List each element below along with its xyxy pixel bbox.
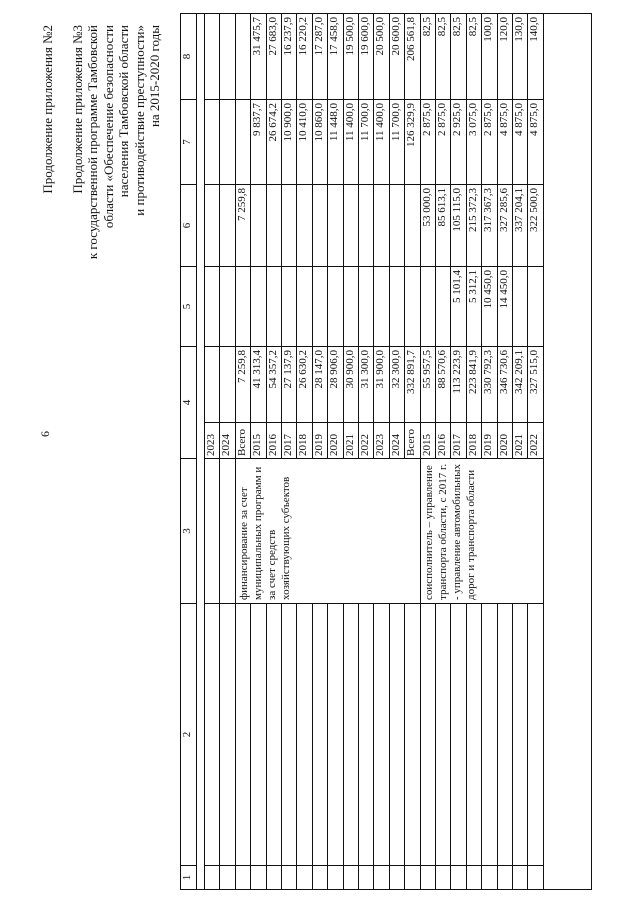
- value-cell: [359, 184, 373, 266]
- header-line: к государственной программе Тамбовской: [85, 25, 101, 260]
- table-cell: [205, 603, 219, 865]
- year-cell: 2015: [421, 422, 435, 458]
- value-cell: 11 700,0: [359, 99, 373, 184]
- column-header: 8: [181, 53, 193, 60]
- value-cell: [205, 14, 219, 99]
- value-cell: 28 147,0: [313, 346, 327, 422]
- value-cell: 20 600,0: [389, 17, 402, 56]
- table-row: [405, 14, 420, 889]
- year-cell: 2016: [436, 422, 450, 458]
- value-cell: 7 259,8: [236, 346, 250, 422]
- year-cell: Всего: [236, 422, 250, 458]
- value-cell: [236, 266, 250, 346]
- value-cell: 140,0: [528, 17, 541, 42]
- value-cell: [220, 14, 234, 99]
- table-cell: [220, 458, 234, 603]
- value-cell: [282, 266, 296, 346]
- value-cell: 327 285,6: [498, 184, 512, 266]
- table-cell: [220, 603, 234, 865]
- table-cell: [528, 865, 542, 889]
- value-cell: 19 600,0: [359, 17, 371, 56]
- value-cell: [374, 184, 388, 266]
- value-cell: 31 475,7: [251, 17, 264, 56]
- value-cell: [205, 99, 219, 184]
- value-cell: 28 906,0: [328, 346, 342, 422]
- value-cell: 9 837,7: [251, 99, 265, 184]
- table-cell: [236, 603, 250, 865]
- header-line: и противодействие преступности»: [131, 25, 147, 216]
- value-cell: 5 312,1: [467, 266, 481, 346]
- value-cell: 317 367,3: [482, 184, 496, 266]
- value-cell: 55 957,5: [421, 346, 435, 422]
- value-cell: 16 220,2: [297, 17, 310, 56]
- table-cell: [328, 603, 342, 865]
- value-cell: 130,0: [513, 17, 525, 42]
- table-row: [313, 14, 328, 889]
- table-cell: [344, 603, 358, 865]
- column-header: 4: [181, 346, 196, 458]
- value-cell: 53 000,0: [421, 184, 435, 266]
- table-cell: [251, 865, 265, 889]
- table-row: [220, 14, 235, 889]
- table-row: [328, 14, 343, 889]
- value-cell: 105 115,0: [451, 184, 465, 266]
- table-cell: [251, 603, 265, 865]
- value-cell: [297, 184, 311, 266]
- table-cell: [313, 603, 327, 865]
- table-row: [344, 14, 359, 889]
- year-cell: 2024: [220, 422, 234, 458]
- value-cell: [205, 266, 219, 346]
- value-cell: [390, 266, 404, 346]
- value-cell: 85 613,1: [436, 184, 450, 266]
- table-row: [236, 14, 251, 889]
- column-header: 7: [181, 99, 196, 184]
- value-cell: 19 500,0: [343, 17, 356, 56]
- table-header-row: [181, 14, 197, 889]
- value-cell: 14 450,0: [498, 266, 512, 346]
- value-cell: 10 450,0: [482, 266, 496, 346]
- table-cell: [390, 865, 404, 889]
- year-cell: 2022: [359, 422, 373, 458]
- year-cell: 2020: [328, 422, 342, 458]
- value-cell: 82,5: [451, 17, 464, 37]
- value-cell: 10 410,0: [297, 99, 311, 184]
- budget-table: [180, 13, 592, 890]
- value-cell: [236, 99, 250, 184]
- value-cell: [251, 184, 265, 266]
- value-cell: [282, 184, 296, 266]
- value-cell: 2 875,0: [436, 99, 450, 184]
- value-cell: 2 875,0: [482, 99, 496, 184]
- value-cell: [328, 184, 342, 266]
- value-cell: 27 683,0: [266, 17, 279, 56]
- value-cell: 11 400,0: [374, 99, 388, 184]
- value-cell: 2 875,0: [421, 99, 435, 184]
- year-cell: 2024: [390, 422, 404, 458]
- value-cell: 3 075,0: [467, 99, 481, 184]
- appendix-header-block: [70, 25, 162, 425]
- table-row: [267, 14, 282, 889]
- table-row: [421, 14, 436, 889]
- value-cell: 10 900,0: [282, 99, 296, 184]
- year-cell: 2021: [513, 422, 527, 458]
- table-cell: [390, 603, 404, 865]
- year-cell: 2020: [498, 422, 512, 458]
- value-cell: 82,5: [466, 17, 479, 37]
- value-cell: [328, 266, 342, 346]
- table-row: [359, 14, 374, 889]
- block-divider: [543, 458, 544, 603]
- table-row: [297, 14, 312, 889]
- value-cell: 7 259,8: [236, 184, 250, 266]
- table-cell: [282, 865, 296, 889]
- value-cell: 54 357,2: [267, 346, 281, 422]
- value-cell: [220, 266, 234, 346]
- value-cell: 11 448,0: [328, 99, 342, 184]
- value-cell: 126 329,9: [405, 99, 419, 184]
- table-row: [482, 14, 497, 889]
- table-row: [528, 14, 543, 889]
- table-cell: [344, 865, 358, 889]
- value-cell: 41 313,4: [251, 346, 265, 422]
- funding-source-description: финансирование за счет муниципальных программ и за счет средств хозяйствующих субъектов: [236, 459, 420, 603]
- header-line: области «Обеспечение безопасности: [100, 25, 116, 229]
- value-cell: 27 137,9: [282, 346, 296, 422]
- value-cell: [220, 346, 234, 422]
- value-cell: 16 237,9: [282, 17, 294, 56]
- table-cell: [513, 603, 527, 865]
- table-cell: [359, 603, 373, 865]
- table-cell: [267, 865, 281, 889]
- value-cell: 113 223,9: [451, 346, 465, 422]
- value-cell: [297, 266, 311, 346]
- value-cell: [390, 184, 404, 266]
- table-cell: [421, 865, 435, 889]
- funding-source-description: соисполнитель – управление транспорта области, с 2017 г. - управление автомобильных дорог и транспорта области: [421, 459, 543, 603]
- table-cell: [498, 865, 512, 889]
- value-cell: [374, 266, 388, 346]
- value-cell: [344, 184, 358, 266]
- value-cell: 342 209,1: [513, 346, 527, 422]
- value-cell: [513, 266, 527, 346]
- appendix-continuation-title: Продолжение приложения №2: [40, 25, 55, 194]
- table-row: [374, 14, 389, 889]
- table-cell: [220, 865, 234, 889]
- header-line: населения Тамбовской области: [116, 25, 132, 198]
- column-header: 1: [181, 865, 196, 889]
- year-cell: 2019: [313, 422, 327, 458]
- value-cell: [267, 184, 281, 266]
- table-row: [251, 14, 266, 889]
- value-cell: [421, 266, 435, 346]
- column-header: 2: [181, 603, 196, 865]
- year-cell: 2018: [297, 422, 311, 458]
- value-cell: [436, 266, 450, 346]
- value-cell: [405, 184, 419, 266]
- value-cell: 11 700,0: [390, 99, 404, 184]
- value-cell: 32 300,0: [390, 346, 404, 422]
- value-cell: 206 561,8: [405, 17, 418, 61]
- value-cell: 4 875,0: [528, 99, 542, 184]
- year-cell: 2016: [267, 422, 281, 458]
- table-row: [205, 14, 220, 889]
- value-cell: 322 500,0: [528, 184, 542, 266]
- value-cell: 11 400,0: [344, 99, 358, 184]
- table-cell: [482, 603, 496, 865]
- table-cell: [421, 603, 435, 865]
- table-cell: [513, 865, 527, 889]
- value-cell: 2 925,0: [451, 99, 465, 184]
- table-cell: [436, 603, 450, 865]
- value-cell: [405, 266, 419, 346]
- table-cell: [313, 865, 327, 889]
- value-cell: 17 458,0: [328, 17, 341, 56]
- table-row: [498, 14, 513, 889]
- table-cell: [328, 865, 342, 889]
- value-cell: [267, 266, 281, 346]
- year-cell: 2022: [528, 422, 542, 458]
- value-cell: 327 515,0: [528, 346, 542, 422]
- value-cell: 10 860,0: [313, 99, 327, 184]
- table-row: [436, 14, 451, 889]
- value-cell: [344, 266, 358, 346]
- value-cell: 88 570,6: [436, 346, 450, 422]
- year-cell: 2017: [282, 422, 296, 458]
- table-cell: [374, 603, 388, 865]
- table-row: [467, 14, 482, 889]
- header-line: Продолжение приложения №3: [70, 25, 85, 194]
- value-cell: [205, 346, 219, 422]
- year-cell: Всего: [405, 422, 419, 458]
- table-row: [390, 14, 405, 889]
- value-cell: 17 287,0: [312, 17, 325, 56]
- table-cell: [374, 865, 388, 889]
- value-cell: [205, 184, 219, 266]
- value-cell: [528, 266, 542, 346]
- column-header: 3: [181, 458, 196, 603]
- table-cell: [297, 865, 311, 889]
- table-cell: [359, 865, 373, 889]
- table-cell: [205, 458, 219, 603]
- value-cell: 337 204,1: [513, 184, 527, 266]
- value-cell: 346 730,6: [498, 346, 512, 422]
- value-cell: 31 300,0: [359, 346, 373, 422]
- value-cell: 20 500,0: [374, 17, 387, 56]
- spacer-row: [197, 14, 205, 889]
- value-cell: [220, 99, 234, 184]
- value-cell: 5 101,4: [451, 266, 465, 346]
- table-cell: [528, 603, 542, 865]
- table-cell: [297, 603, 311, 865]
- table-cell: [498, 603, 512, 865]
- table-cell: [267, 603, 281, 865]
- table-cell: [436, 865, 450, 889]
- value-cell: 223 841,9: [467, 346, 481, 422]
- value-cell: [313, 266, 327, 346]
- value-cell: 30 900,0: [344, 346, 358, 422]
- year-cell: 2021: [344, 422, 358, 458]
- table-cell: [467, 603, 481, 865]
- table-cell: [282, 603, 296, 865]
- value-cell: [313, 184, 327, 266]
- table-cell: [205, 865, 219, 889]
- year-cell: 2019: [482, 422, 496, 458]
- value-cell: [236, 14, 250, 99]
- table-row: [513, 14, 528, 889]
- year-cell: 2015: [251, 422, 265, 458]
- value-cell: 120,0: [497, 17, 510, 42]
- value-cell: 82,5: [436, 17, 448, 37]
- value-cell: 26 674,2: [267, 99, 281, 184]
- table-cell: [405, 865, 419, 889]
- value-cell: 4 875,0: [513, 99, 527, 184]
- value-cell: 330 792,3: [482, 346, 496, 422]
- year-cell: 2018: [467, 422, 481, 458]
- value-cell: 332 891,7: [405, 346, 419, 422]
- value-cell: 82,5: [420, 17, 433, 37]
- table-cell: [482, 865, 496, 889]
- header-line: на 2015-2020 годы: [147, 25, 163, 128]
- value-cell: 26 630,2: [297, 346, 311, 422]
- value-cell: [251, 266, 265, 346]
- table-row: [451, 14, 466, 889]
- year-cell: 2017: [451, 422, 465, 458]
- year-cell: 2023: [374, 422, 388, 458]
- year-cell: 2023: [205, 422, 219, 458]
- table-cell: [467, 865, 481, 889]
- table-cell: [405, 603, 419, 865]
- value-cell: 215 372,3: [467, 184, 481, 266]
- value-cell: 100,0: [482, 17, 495, 42]
- column-header: 6: [181, 184, 196, 266]
- table-row: [282, 14, 297, 889]
- value-cell: [359, 266, 373, 346]
- page-number: 6: [38, 431, 52, 437]
- table-cell: [236, 865, 250, 889]
- table-cell: [451, 603, 465, 865]
- value-cell: 31 900,0: [374, 346, 388, 422]
- value-cell: 4 875,0: [498, 99, 512, 184]
- table-cell: [451, 865, 465, 889]
- value-cell: [220, 184, 234, 266]
- column-header: 5: [181, 266, 196, 346]
